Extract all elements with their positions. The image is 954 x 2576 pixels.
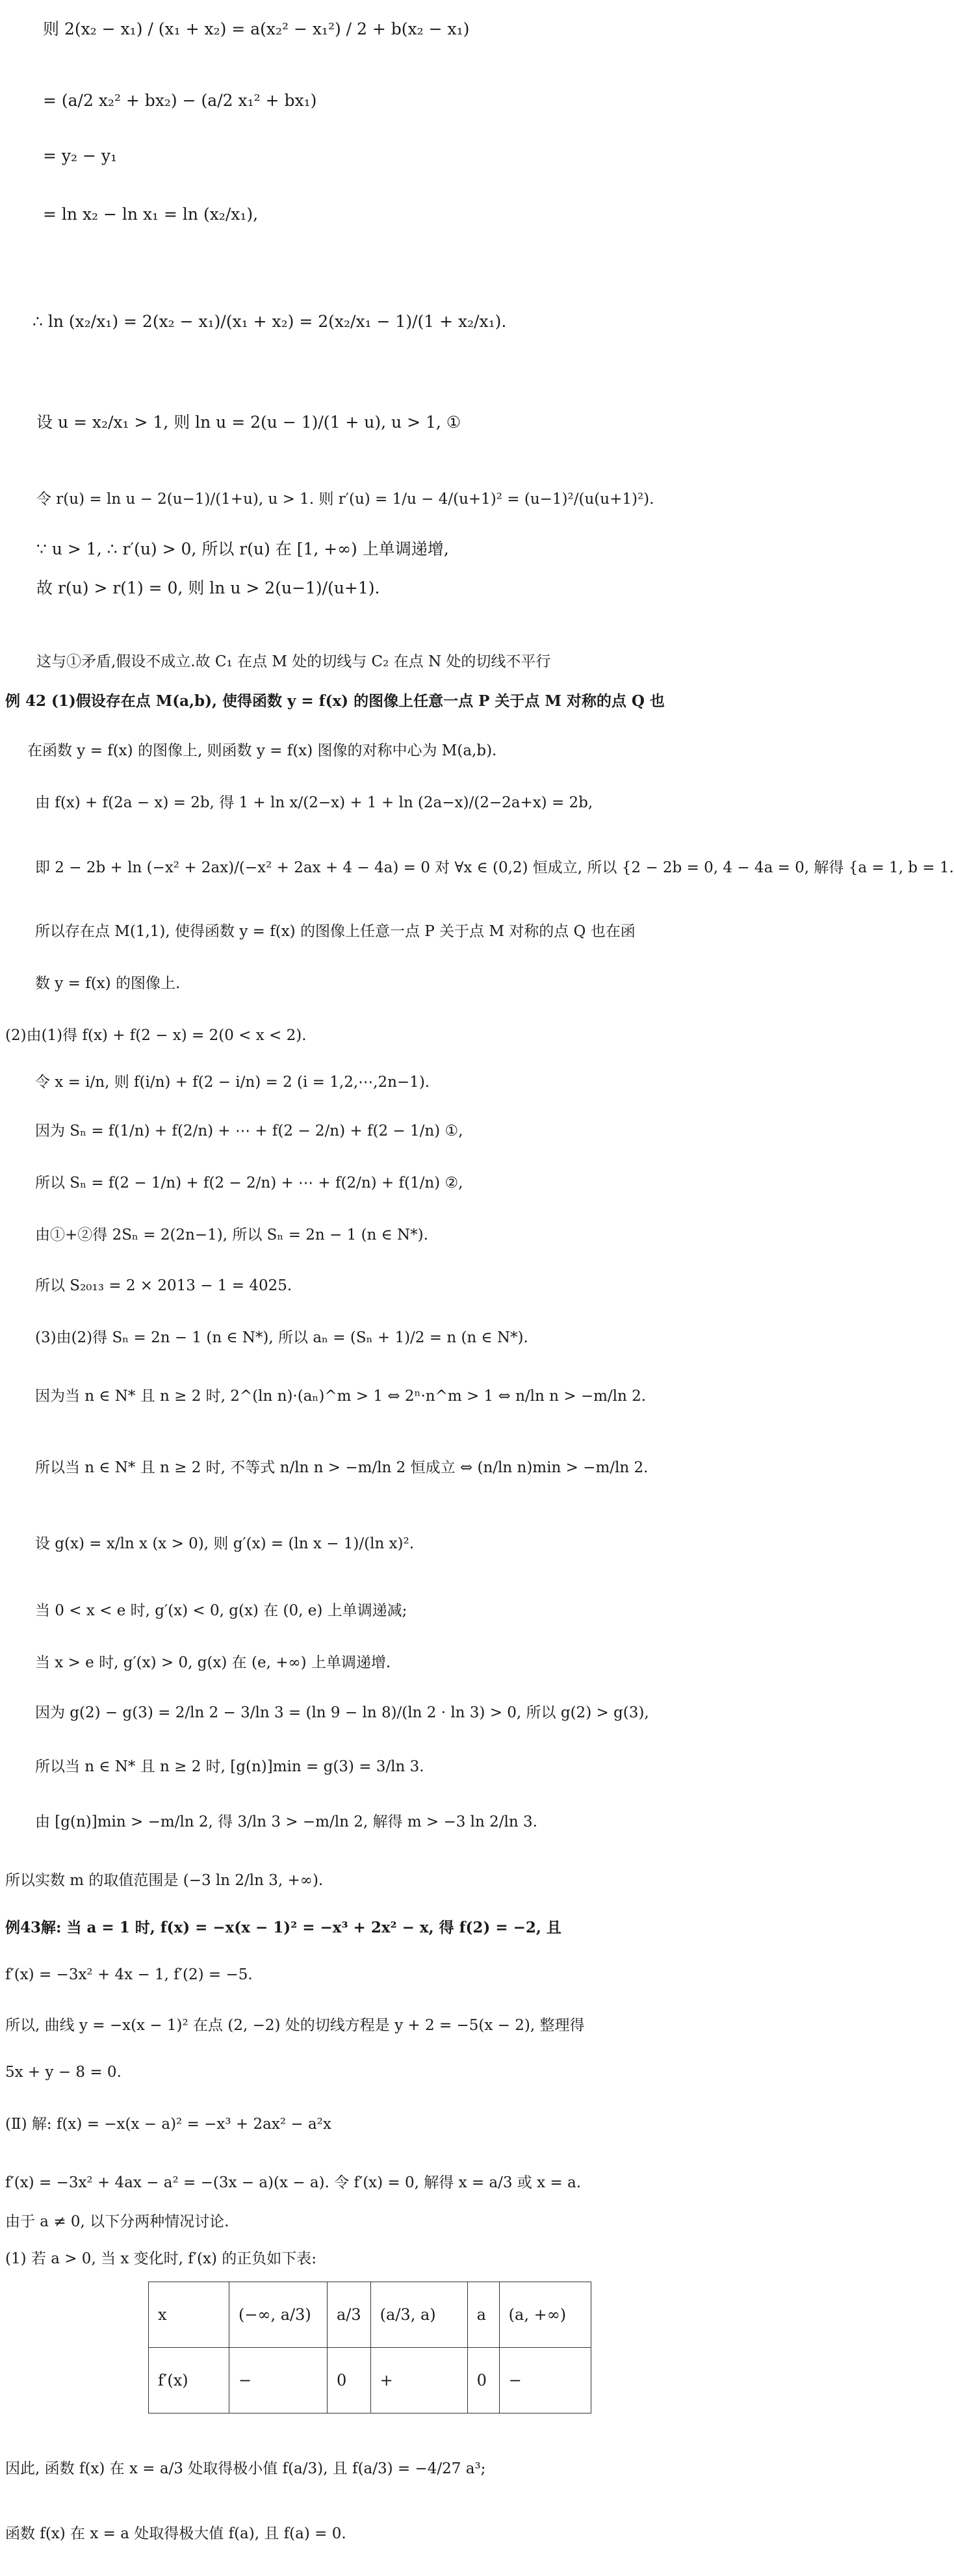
text-line: 数 y = f(x) 的图像上. (35, 975, 181, 992)
text-line: = (a/2 x₂² + bx₂) − (a/2 x₁² + bx₁) (43, 91, 317, 110)
text-line: 故 r(u) > r(1) = 0, 则 ln u > 2(u−1)/(u+1). (36, 579, 380, 597)
text-line: 这与①矛盾,假设不成立.故 C₁ 在点 M 处的切线与 C₂ 在点 N 处的切线不平行 (36, 653, 551, 670)
table-cell: (a/3, a) (370, 2282, 467, 2348)
text-line: 令 r(u) = ln u − 2(u−1)/(1+u), u > 1. 则 r′(u) = 1/u − 4/(u+1)² = (u−1)²/(u(u+1)²). (36, 491, 654, 508)
text-line: (Ⅱ) 解: f(x) = −x(x − a)² = −x³ + 2ax² − a²x (5, 2116, 331, 2133)
text-line: 令 x = i/n, 则 f(i/n) + f(2 − i/n) = 2 (i = 1,2,⋯,2n−1). (35, 1074, 430, 1091)
text-line: 即 2 − 2b + ln (−x² + 2ax)/(−x² + 2ax + 4 − 4a) = 0 对 ∀x ∈ (0,2) 恒成立, 所以 {2 − 2b = 0, 4 − 4a = 0, 解得 {a = 1, b = 1. (35, 859, 954, 876)
example-heading: 例 42 (1)假设存在点 M(a,b), 使得函数 y = f(x) 的图像上任意一点 P 关于点 M 对称的点 Q 也 (5, 692, 665, 710)
text-line: (3)由(2)得 Sₙ = 2n − 1 (n ∈ N*), 所以 aₙ = (Sₙ + 1)/2 = n (n ∈ N*). (35, 1329, 528, 1346)
text-line: ∴ ln (x₂/x₁) = 2(x₂ − x₁)/(x₁ + x₂) = 2(x₂/x₁ − 1)/(1 + x₂/x₁). (32, 312, 507, 331)
text-line: 设 u = x₂/x₁ > 1, 则 ln u = 2(u − 1)/(1 + u), u > 1, ① (36, 413, 461, 432)
table-cell: a (467, 2282, 499, 2348)
text-line: f′(x) = −3x² + 4x − 1, f′(2) = −5. (5, 1966, 253, 1983)
sign-table (148, 2282, 591, 2413)
table-row (149, 2282, 591, 2348)
text-line: 因为 g(2) − g(3) = 2/ln 2 − 3/ln 3 = (ln 9 − ln 8)/(ln 2 · ln 3) > 0, 所以 g(2) > g(3), (35, 1704, 649, 1721)
text-line: 由于 a ≠ 0, 以下分两种情况讨论. (5, 2213, 229, 2230)
text-line: 当 x > e 时, g′(x) > 0, g(x) 在 (e, +∞) 上单调递增. (35, 1654, 391, 1671)
table-cell: − (229, 2348, 328, 2413)
text-line: 因此, 函数 f(x) 在 x = a/3 处取得极小值 f(a/3), 且 f(a/3) = −4/27 a³; (5, 2460, 486, 2477)
text-line: 由 f(x) + f(2a − x) = 2b, 得 1 + ln x/(2−x) + 1 + ln (2a−x)/(2−2a+x) = 2b, (35, 794, 593, 811)
text-line: 所以存在点 M(1,1), 使得函数 y = f(x) 的图像上任意一点 P 关于点 M 对称的点 Q 也在函 (35, 923, 636, 940)
text-line: 则 2(x₂ − x₁) / (x₁ + x₂) = a(x₂² − x₁²) / 2 + b(x₂ − x₁) (43, 20, 470, 38)
table-cell: x (149, 2282, 229, 2348)
text-line: = y₂ − y₁ (43, 146, 118, 165)
text-line: 因为当 n ∈ N* 且 n ≥ 2 时, 2^(ln n)·(aₙ)^m > 1 ⇔ 2ⁿ·n^m > 1 ⇔ n/ln n > −m/ln 2. (35, 1388, 647, 1405)
text-line: 所以实数 m 的取值范围是 (−3 ln 2/ln 3, +∞). (5, 1872, 324, 1889)
text-line: (2)由(1)得 f(x) + f(2 − x) = 2(0 < x < 2). (5, 1027, 307, 1044)
text-line: 所以 Sₙ = f(2 − 1/n) + f(2 − 2/n) + ⋯ + f(2/n) + f(1/n) ②, (35, 1175, 463, 1191)
example-heading: 例43解: 当 a = 1 时, f(x) = −x(x − 1)² = −x³ + 2x² − x, 得 f(2) = −2, 且 (5, 1919, 561, 1936)
text-line: 因为 Sₙ = f(1/n) + f(2/n) + ⋯ + f(2 − 2/n) + f(2 − 1/n) ①, (35, 1123, 463, 1139)
text-line: 在函数 y = f(x) 的图像上, 则函数 y = f(x) 图像的对称中心为 M(a,b). (27, 742, 497, 759)
text-line: = ln x₂ − ln x₁ = ln (x₂/x₁), (43, 205, 259, 224)
table-cell: (a, +∞) (499, 2282, 591, 2348)
text-line: 所以当 n ∈ N* 且 n ≥ 2 时, [g(n)]min = g(3) = 3/ln 3. (35, 1758, 424, 1775)
text-line: 函数 f(x) 在 x = a 处取得极大值 f(a), 且 f(a) = 0. (5, 2525, 346, 2542)
table-cell: a/3 (328, 2282, 371, 2348)
table-cell: f′(x) (149, 2348, 229, 2413)
text-line: (1) 若 a > 0, 当 x 变化时, f′(x) 的正负如下表: (5, 2250, 316, 2267)
text-line: 所以, 曲线 y = −x(x − 1)² 在点 (2, −2) 处的切线方程是 y + 2 = −5(x − 2), 整理得 (5, 2017, 585, 2034)
text-line: 由①+②得 2Sₙ = 2(2n−1), 所以 Sₙ = 2n − 1 (n ∈ N*). (35, 1227, 428, 1243)
text-line: 由 [g(n)]min > −m/ln 2, 得 3/ln 3 > −m/ln 2, 解得 m > −3 ln 2/ln 3. (35, 1814, 537, 1830)
table-cell: + (370, 2348, 467, 2413)
text-line: 设 g(x) = x/ln x (x > 0), 则 g′(x) = (ln x − 1)/(ln x)². (35, 1535, 415, 1552)
table-cell: − (499, 2348, 591, 2413)
text-line: 所以 S₂₀₁₃ = 2 × 2013 − 1 = 4025. (35, 1277, 292, 1294)
table-row (149, 2348, 591, 2413)
table-cell: (−∞, a/3) (229, 2282, 328, 2348)
table-cell: 0 (328, 2348, 371, 2413)
text-line: 当 0 < x < e 时, g′(x) < 0, g(x) 在 (0, e) 上单调递减; (35, 1602, 407, 1619)
table-cell: 0 (467, 2348, 499, 2413)
text-line: 所以当 n ∈ N* 且 n ≥ 2 时, 不等式 n/ln n > −m/ln 2 恒成立 ⇔ (n/ln n)min > −m/ln 2. (35, 1459, 649, 1476)
text-line: f′(x) = −3x² + 4ax − a² = −(3x − a)(x − a). 令 f′(x) = 0, 解得 x = a/3 或 x = a. (5, 2174, 582, 2191)
text-line: 5x + y − 8 = 0. (5, 2064, 122, 2081)
text-line: ∵ u > 1, ∴ r′(u) > 0, 所以 r(u) 在 [1, +∞) 上单调递增, (36, 540, 449, 558)
